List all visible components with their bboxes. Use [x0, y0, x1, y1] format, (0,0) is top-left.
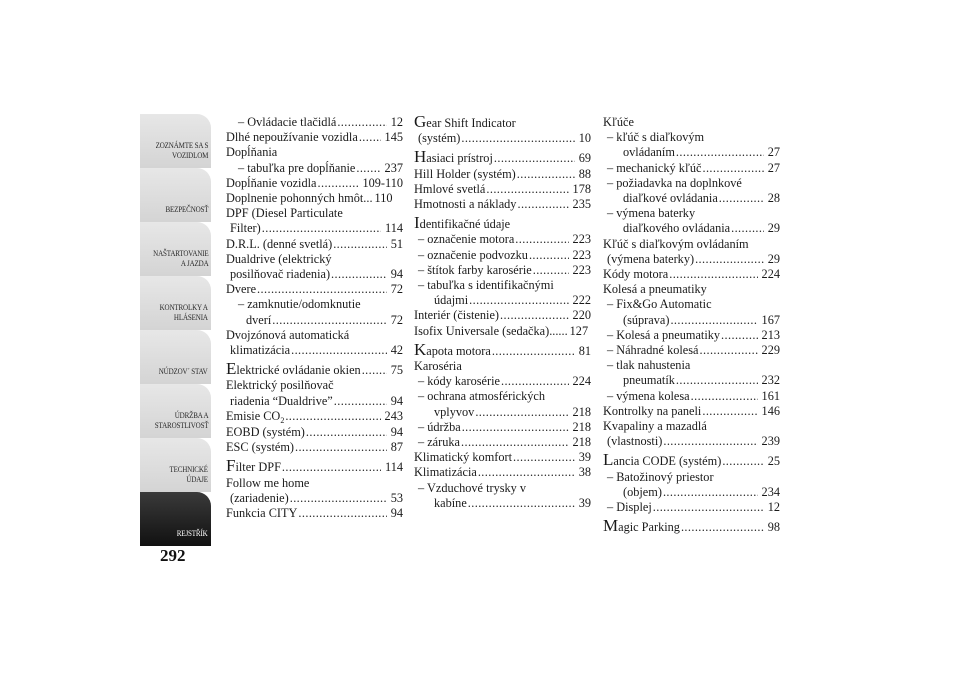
chapter-tabs	[140, 114, 211, 546]
index-page-ref: 12	[390, 115, 403, 129]
index-term: – údržba	[418, 419, 461, 434]
leader-dots	[663, 485, 758, 500]
index-page-ref: 218	[572, 435, 591, 450]
chapter-tab[interactable]	[140, 384, 211, 438]
index-entry	[603, 115, 780, 130]
index-entry	[603, 130, 780, 160]
leader-dots	[291, 343, 387, 358]
index-term: Gear Shift Indicator	[414, 115, 516, 131]
index-term: vplyvov	[434, 404, 475, 419]
index-term: – tlak nahustenia	[607, 358, 691, 373]
index-term: (súprava)	[623, 312, 670, 327]
chapter-tab[interactable]	[140, 114, 211, 168]
leader-dots	[356, 161, 380, 176]
chapter-tab[interactable]	[140, 492, 211, 546]
leader-dots	[663, 434, 757, 449]
leader-dots	[517, 167, 575, 182]
index-page-ref: 234	[761, 484, 780, 499]
leader-dots	[517, 197, 568, 212]
index-entry	[226, 161, 403, 176]
index-letter: K	[414, 342, 427, 359]
leader-dots	[721, 328, 758, 343]
index-entry	[414, 420, 591, 435]
index-page-ref: 27	[767, 145, 780, 160]
index-page-ref: 27	[767, 160, 780, 175]
index-term: Funkcia CITY	[226, 506, 298, 521]
leader-dots	[501, 374, 569, 389]
index-term: – tabuľka s identifikačnými	[418, 278, 554, 293]
index-entry	[414, 232, 591, 247]
leader-dots	[306, 425, 387, 440]
index-page-ref: 94	[390, 267, 403, 282]
index-page-ref: 39	[578, 495, 591, 510]
index-column-2	[414, 115, 591, 511]
index-page-ref: 146	[761, 403, 780, 418]
index-term: Dlhé nepoužívanie vozidla	[226, 130, 358, 145]
index-term: Dvere	[226, 282, 257, 297]
leader-dots	[461, 435, 569, 450]
index-entry	[226, 297, 403, 327]
leader-dots	[469, 293, 568, 308]
index-page-ref: 81	[578, 343, 591, 358]
index-term: Kolesá a pneumatiky	[603, 282, 707, 297]
index-term: – Náhradné kolesá	[607, 343, 699, 358]
index-term: Klimatizácia	[414, 465, 477, 480]
leader-dots	[691, 389, 758, 404]
index-term: Hmlové svetlá	[414, 181, 486, 196]
index-term: – štítok farby karosérie	[418, 262, 532, 277]
chapter-tab[interactable]	[140, 222, 211, 276]
index-term: Hasiaci prístroj	[414, 150, 493, 166]
index-entry	[226, 282, 403, 297]
index-entry	[226, 425, 403, 440]
index-term: Dualdrive (elektrický	[226, 251, 332, 266]
index-term: – výmena kolesa	[607, 388, 690, 403]
page-number: 292	[160, 546, 186, 565]
leader-dots	[492, 344, 575, 359]
chapter-tab[interactable]	[140, 276, 211, 330]
index-term: – Ovládacie tlačidlá	[238, 115, 337, 129]
index-entry	[603, 282, 780, 297]
index-term: – Kolesá a pneumatiky	[607, 327, 721, 342]
index-term: D.R.L. (denné svetlá)	[226, 236, 333, 251]
index-term: – kódy karosérie	[418, 374, 500, 389]
leader-dots	[700, 343, 758, 358]
leader-dots	[486, 182, 568, 197]
index-term: údajmi	[434, 293, 469, 308]
index-entry	[414, 182, 591, 197]
index-term: ESC (systém)	[226, 440, 294, 455]
index-term: – tabuľka pre dopĺňanie	[238, 160, 356, 175]
index-page-ref: 28	[767, 191, 780, 206]
leader-dots	[295, 440, 387, 455]
index-term: – mechanický kľúč	[607, 160, 702, 175]
index-entry	[226, 440, 403, 455]
index-term: Karoséria	[414, 359, 462, 374]
leader-dots	[362, 363, 387, 378]
leader-dots	[676, 145, 764, 160]
index-entry	[603, 404, 780, 419]
index-term: Kvapaliny a mazadlá	[603, 419, 707, 434]
index-entry	[414, 248, 591, 263]
index-term: riadenia “Dualdrive”	[230, 393, 333, 408]
index-term: Elektrické ovládanie okien	[226, 362, 361, 378]
index-letter: F	[226, 459, 236, 476]
index-page-ref: 232	[761, 373, 780, 388]
leader-dots	[722, 454, 763, 469]
leader-dots	[669, 267, 757, 282]
chapter-tab[interactable]	[140, 330, 211, 384]
leader-dots	[702, 404, 757, 419]
index-entry	[414, 115, 591, 146]
index-term: Dopĺňania	[226, 145, 278, 160]
index-column-3	[603, 115, 780, 535]
index-term: (zariadenie)	[230, 490, 289, 505]
chapter-tab[interactable]	[140, 438, 211, 492]
index-term: klimatizácia	[230, 343, 291, 358]
index-entry	[226, 252, 403, 282]
index-term: Isofix Universale (sedačka)......	[414, 323, 568, 338]
index-entry	[603, 237, 780, 267]
leader-dots	[653, 500, 764, 515]
leader-dots	[262, 221, 381, 236]
index-letter: E	[226, 362, 237, 379]
index-term: posilňovač riadenia)	[230, 267, 331, 282]
chapter-tab-label: NAŠTARTOVANIE A JAZDA	[152, 248, 208, 268]
index-term: Klimatický komfort	[414, 450, 513, 465]
index-term: – kľúč s diaľkovým	[607, 130, 705, 145]
leader-dots	[331, 267, 387, 282]
leader-dots	[333, 237, 387, 252]
leader-dots	[681, 520, 764, 535]
index-entry	[414, 216, 591, 232]
index-page-ref: 39	[578, 450, 591, 465]
index-page-ref: 213	[761, 327, 780, 342]
index-entry	[603, 470, 780, 500]
index-page-ref: 88	[578, 166, 591, 181]
index-entry	[414, 481, 591, 511]
index-entry	[226, 378, 403, 408]
index-term: (výmena baterky)	[607, 251, 695, 266]
leader-dots	[529, 248, 569, 263]
index-term: – požiadavka na doplnkové	[607, 175, 742, 190]
index-entry	[226, 328, 403, 358]
index-term: (vlastnosti)	[607, 434, 663, 449]
index-page-ref: 69	[578, 151, 591, 166]
index-page-ref: 72	[390, 282, 403, 297]
index-entry	[226, 176, 403, 191]
chapter-tab-label: ÚDRŽBA A STAROSTLIVOSŤ	[154, 410, 208, 430]
index-page-ref: 223	[572, 262, 591, 277]
index-page-ref: 237	[384, 160, 403, 175]
index-entry	[414, 359, 591, 374]
leader-dots	[475, 405, 568, 420]
leader-dots	[285, 409, 380, 424]
leader-dots	[359, 130, 381, 145]
index-entry	[414, 150, 591, 166]
leader-dots	[337, 115, 386, 130]
index-entry	[603, 358, 780, 388]
leader-dots	[290, 491, 387, 506]
index-entry	[414, 450, 591, 465]
index-entry	[226, 476, 403, 506]
index-term: Emisie $CO_2$	[226, 408, 285, 425]
index-entry	[414, 308, 591, 323]
index-entry	[414, 435, 591, 450]
index-term: DPF (Diesel Particulate	[226, 206, 343, 221]
leader-dots	[515, 232, 568, 247]
index-entry	[226, 145, 403, 160]
leader-dots	[670, 313, 757, 328]
index-entry	[603, 419, 780, 449]
index-page-ref: 10	[578, 131, 591, 146]
index-page-ref: 114	[385, 221, 403, 236]
index-page-ref: 178	[572, 181, 591, 196]
index-entry	[414, 278, 591, 308]
index-term: Filter)	[230, 221, 261, 236]
leader-dots	[513, 450, 575, 465]
index-term: Filter DPF	[226, 459, 281, 475]
leader-dots	[334, 394, 387, 409]
index-term: Magic Parking	[603, 519, 680, 535]
leader-dots	[676, 373, 758, 388]
leader-dots	[272, 313, 386, 328]
index-page-ref: 218	[572, 419, 591, 434]
index-page-ref: 94	[390, 425, 403, 440]
index-page-ref: 218	[572, 404, 591, 419]
index-entry	[414, 389, 591, 419]
index-term: – záruka	[418, 435, 460, 450]
index-page-ref: 222	[572, 293, 591, 308]
index-page-ref: 38	[578, 465, 591, 480]
index-term: – Displej	[607, 500, 652, 515]
leader-dots	[461, 131, 574, 146]
index-page-ref: 224	[572, 374, 591, 389]
index-entry	[414, 374, 591, 389]
index-term: – označenie motora	[418, 232, 515, 247]
index-page-ref: 224	[761, 267, 780, 282]
index-term: Dvojzónová automatická	[226, 327, 350, 342]
index-column-1	[226, 115, 403, 521]
index-term: Kľúče	[603, 115, 634, 129]
index-term: ovládaním	[623, 145, 675, 160]
index-term: Interiér (čistenie)	[414, 308, 500, 323]
index-page-ref: 223	[572, 247, 591, 262]
index-letter: M	[603, 519, 619, 536]
index-page-ref: 239	[761, 434, 780, 449]
leader-dots	[500, 308, 569, 323]
index-page-ref: 98	[767, 520, 780, 535]
index-term: Hill Holder (systém)	[414, 166, 516, 181]
index-term: Hmotnosti a náklady	[414, 197, 517, 212]
index-entry	[414, 324, 591, 339]
index-entry	[603, 267, 780, 282]
index-term: Kapota motora	[414, 343, 491, 359]
index-term: Kontrolky na paneli	[603, 403, 702, 418]
leader-dots	[318, 176, 359, 191]
index-entry	[603, 500, 780, 515]
index-term: diaľkové ovládania	[623, 191, 718, 206]
index-term: Follow me home	[226, 475, 310, 490]
index-page-ref: 12	[767, 500, 780, 515]
index-page-ref: 42	[390, 343, 403, 358]
index-entry	[603, 161, 780, 176]
index-entry	[226, 206, 403, 236]
index-entry	[226, 115, 403, 130]
index-page-ref: 110	[374, 191, 393, 206]
index-page-ref: 94	[390, 506, 403, 521]
index-page-ref: 25	[767, 454, 780, 469]
index-page-ref: 167	[761, 312, 780, 327]
index-letter: I	[414, 216, 420, 233]
index-term: Doplnenie pohonných hmôt...	[226, 191, 373, 206]
index-term: Kódy motora	[603, 267, 669, 282]
leader-dots	[298, 506, 386, 521]
chapter-tab-label: TECHNICKÉ ÚDAJE	[169, 464, 208, 484]
index-page-ref: 114	[385, 460, 403, 475]
index-entry	[603, 328, 780, 343]
index-entry	[226, 237, 403, 252]
index-entry	[603, 297, 780, 327]
index-term: – Batožinový priestor	[607, 469, 714, 484]
index-page-ref: 51	[390, 236, 403, 251]
index-term: Kľúč s diaľkovým ovládaním	[603, 236, 749, 251]
index-term: diaľkového ovládania	[623, 221, 731, 236]
leader-dots	[719, 191, 764, 206]
chapter-tab-label: NÚDZOV´ STAV	[159, 366, 208, 376]
index-term: – zamknutie/odomknutie	[238, 297, 361, 312]
index-term: – Fix&Go Automatic	[607, 297, 712, 312]
leader-dots	[468, 496, 575, 511]
index-entry	[414, 343, 591, 359]
index-term: (systém)	[418, 131, 461, 146]
index-entry	[603, 343, 780, 358]
index-term: Lancia CODE (systém)	[603, 453, 721, 469]
index-entry	[603, 453, 780, 469]
index-page-ref: 29	[767, 221, 780, 236]
index-entry	[414, 197, 591, 212]
index-entry	[603, 176, 780, 206]
index-page-ref: 145	[384, 130, 403, 145]
index-term: – označenie podvozku	[418, 247, 528, 262]
leader-dots	[494, 151, 575, 166]
leader-dots	[478, 465, 575, 480]
index-entry	[603, 389, 780, 404]
index-term: – ochrana atmosférických	[418, 389, 546, 404]
leader-dots	[282, 460, 381, 475]
index-letter: G	[414, 115, 427, 131]
chapter-tab-label: BEZPEČNOSŤ	[165, 204, 208, 214]
index-term: kabíne	[434, 495, 467, 510]
index-entry	[226, 130, 403, 145]
index-term: EOBD (systém)	[226, 425, 305, 440]
index-entry	[603, 206, 780, 236]
index-term: – Vzduchové trysky v	[418, 480, 527, 495]
index-entry	[226, 362, 403, 378]
index-entry	[226, 506, 403, 521]
index-entry	[603, 519, 780, 535]
index-page-ref: 109-110	[362, 175, 403, 190]
index-term: dverí	[246, 312, 272, 327]
index-entry	[414, 263, 591, 278]
index-page-ref: 53	[390, 490, 403, 505]
leader-dots	[257, 282, 387, 297]
leader-dots	[695, 252, 764, 267]
index-page-ref: 72	[390, 312, 403, 327]
index-page-ref: 229	[761, 343, 780, 358]
index-entry	[414, 167, 591, 182]
index-page-ref: 29	[767, 251, 780, 266]
index-entry	[226, 459, 403, 475]
index-letter: L	[603, 453, 614, 470]
index-page-ref: 127	[569, 323, 589, 338]
index-page-ref: 87	[390, 440, 403, 455]
index-page-ref: 161	[761, 388, 780, 403]
index-page-ref: 94	[390, 393, 403, 408]
leader-dots	[462, 420, 569, 435]
leader-dots	[731, 221, 764, 236]
index-entry	[226, 409, 403, 425]
leader-dots	[702, 161, 763, 176]
index-page-ref: 223	[572, 232, 591, 247]
chapter-tab-label: KONTROLKY A HLÁSENIA	[159, 302, 208, 322]
index-term: – výmena baterky	[607, 206, 696, 221]
index-entry	[414, 465, 591, 480]
index-term: (objem)	[623, 484, 662, 499]
index-term: Elektrický posilňovač	[226, 378, 334, 393]
index-term: Identifikačné údaje	[414, 216, 510, 232]
chapter-tab[interactable]	[140, 168, 211, 222]
index-entry	[226, 191, 403, 206]
index-page-ref: 75	[390, 363, 403, 378]
index-page-ref: 243	[384, 408, 403, 423]
leader-dots	[533, 263, 569, 278]
index-term: Dopĺňanie vozidla	[226, 175, 317, 190]
index-page-ref: 220	[572, 308, 591, 323]
index-letter: H	[414, 150, 427, 167]
chapter-tab-label: ZOZNÁMTE SA S VOZIDLOM	[155, 140, 208, 160]
chapter-tab-label: REJSTŘÍK	[177, 528, 208, 538]
index-term: pneumatík	[623, 373, 675, 388]
index-page-ref: 235	[572, 197, 591, 212]
